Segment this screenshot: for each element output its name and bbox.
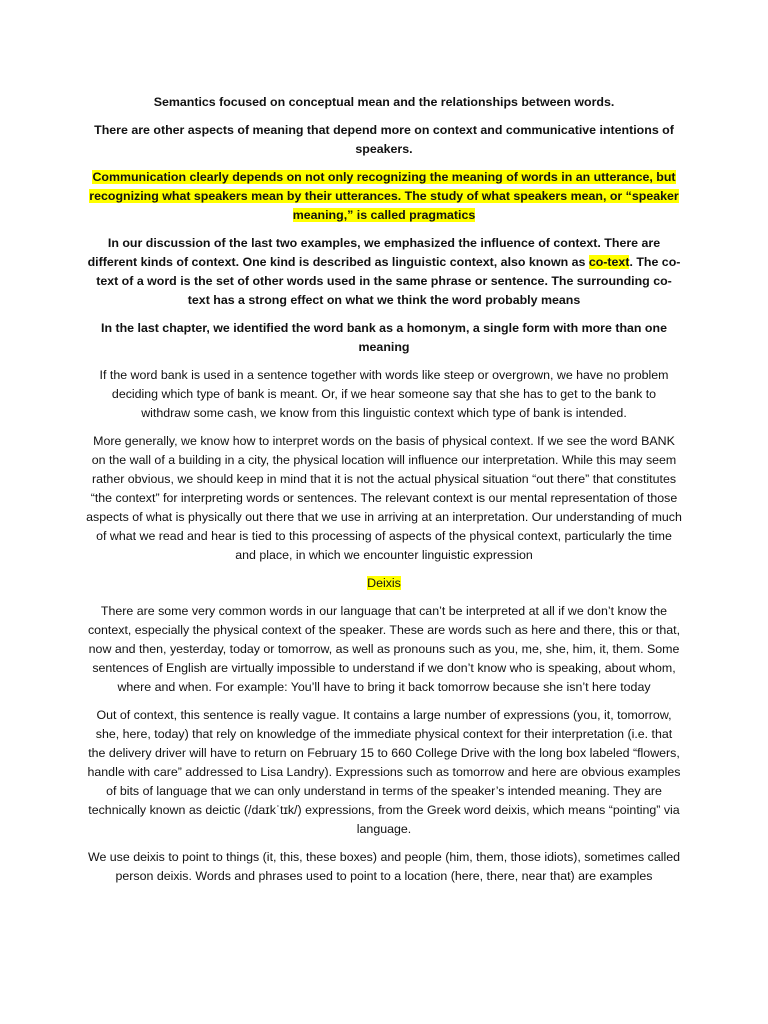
- highlighted-co-text-term: co-text: [588, 255, 630, 269]
- paragraph-homonym: In the last chapter, we identified the word bank as a homonym, a single form with more than one meaning: [101, 321, 667, 354]
- document-page: [86, 93, 682, 895]
- paragraph-semantics-intro: Semantics focused on conceptual mean and the relationships between words.: [153, 95, 615, 109]
- paragraph-deixis-words: There are some very common words in our language that can’t be interpreted at all if we don’t know the context, especially the physical context of the speaker. These are words such as here and there, this or that, now and then, yesterday, today or tomorrow, as well as pronouns such as you, me, she, him, it, them. Some sentences of English are virtually impossible to understand if we don’t know who is speaking, about whom, where and when. For example: You’ll have to bring it back tomorrow because she isn’t here today: [87, 604, 681, 694]
- co-text-before: In our discussion of the last two examples, we emphasized the influence of context. There are different kinds of context. One kind is described as linguistic context, also known as: [87, 236, 661, 269]
- co-text-after: . The co-text of a word is the set of other words used in the same phrase or sentence. The surrounding co-text has a strong effect on what we think the word probably means: [96, 255, 681, 307]
- paragraph-bank-example: If the word bank is used in a sentence together with words like steep or overgrown, we have no problem deciding which type of bank is meant. Or, if we hear someone say that she has to get to the bank to withdraw some cash, we know from this linguistic context which type of bank is intended.: [99, 368, 669, 420]
- section-heading-deixis: [86, 574, 682, 593]
- paragraph-pragmatics-definition: [86, 168, 682, 225]
- paragraph-person-deixis: We use deixis to point to things (it, this, these boxes) and people (him, them, those idiots), sometimes called person deixis. Words and phrases used to point to a location (here, there, near that) are examples: [87, 850, 681, 883]
- highlighted-deixis-heading: Deixis: [367, 576, 401, 590]
- paragraph-co-text: [86, 234, 682, 310]
- paragraph-physical-context: More generally, we know how to interpret words on the basis of physical context. If we see the word BANK on the wall of a building in a city, the physical location will influence our interpretation. While this may seem rather obvious, we should keep in mind that it is not the actual physical situation “out there” that constitutes “the context” for interpreting words or sentences. The relevant context is our mental representation of those aspects of what is physically out there that we use in arriving at an interpretation. Our understanding of much of what we read and hear is tied to this processing of aspects of the physical context, particularly the time and place, in which we encounter linguistic expression: [86, 434, 682, 562]
- paragraph-out-of-context: Out of context, this sentence is really vague. It contains a large number of expressions (you, it, tomorrow, she, here, today) that rely on knowledge of the immediate physical context for their interpretation (i.e. that the delivery driver will have to return on February 15 to 660 College Drive with the long box labeled “flowers, handle with care” addressed to Lisa Landry). Expressions such as tomorrow and here are obvious examples of bits of language that we can only understand in terms of the speaker’s intended meaning. They are technically known as deictic (/daɪkˈtɪk/) expressions, from the Greek word deixis, which means “pointing” via language.: [87, 708, 681, 836]
- highlighted-pragmatics-text: Communication clearly depends on not only recognizing the meaning of words in an utterance, but recognizing what speakers mean by their utterances. The study of what speakers mean, or “speaker meaning,” is called pragmatics: [89, 170, 679, 222]
- paragraph-other-aspects: There are other aspects of meaning that depend more on context and communicative intentions of speakers.: [94, 123, 674, 156]
